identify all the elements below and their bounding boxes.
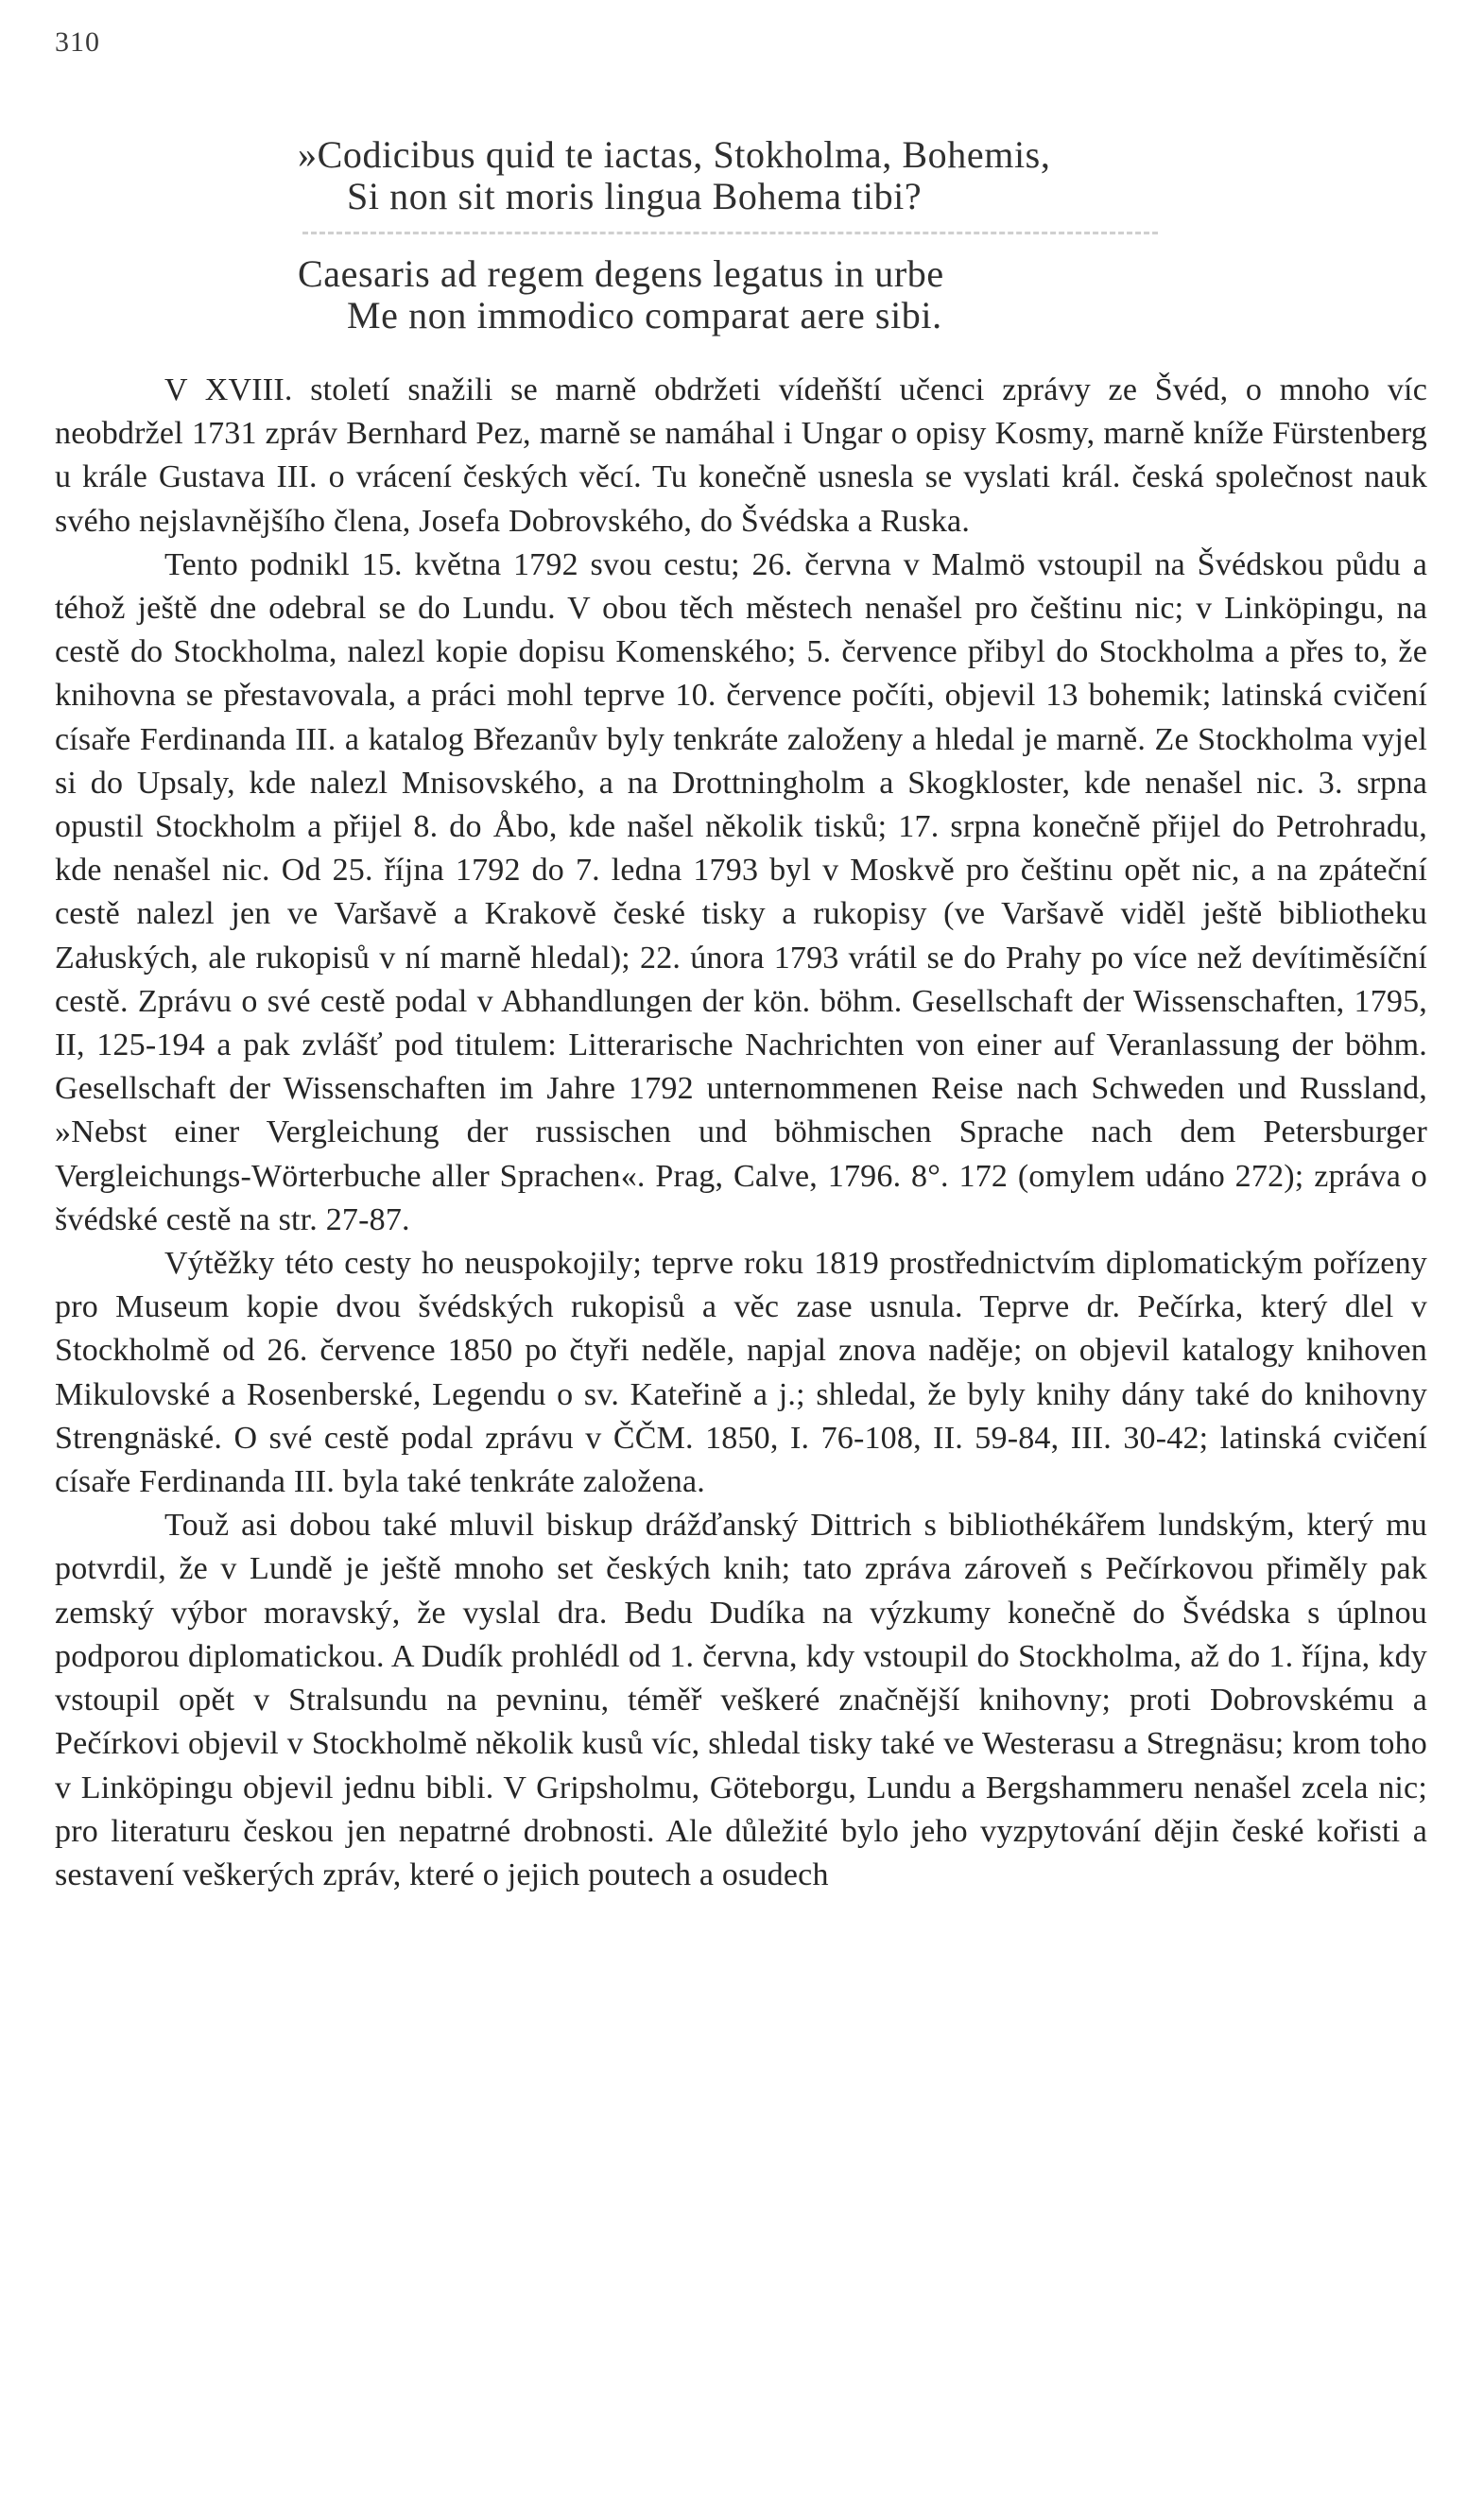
verse-line: Caesaris ad regem degens legatus in urbe — [298, 252, 944, 295]
paragraph-dobrovsky-intro: V XVIII. století snažili se marně obdržeti vídeňští učenci zprávy ze Švéd, o mnoho víc neobdržel 1731 zpráv Bernhard Pez, marně se namáhal i Ungar o opisy Kosmy, marně kníže Fürstenberg u krále Gustava III. o vrácení českých věcí. Tu konečně usnesla se vyslati král. česká společnost nauk svého nejslavnějšího člena, Josefa Dobrovského, do Švédska a Ruska. — [55, 372, 1427, 539]
page-number: 310 — [55, 26, 100, 58]
latin-verse-second-couplet — [298, 253, 1196, 337]
paragraph-dudik: Touž asi dobou také mluvil biskup drážďanský Dittrich s bibliothékářem lundským, který mu potvrdil, že v Lundě je ještě mnoho set českých knih; tato zpráva zároveň s Pečírkovou přiměly pak zemský výbor moravský, že vyslal dra. Bedu Dudíka na výzkumy konečně do Švédska s úplnou podporou diplomatickou. A Dudík prohlédl od 1. června, kdy vstoupil do Stockholma, až do 1. října, kdy vstoupil opět v Stralsundu na pevninu, téměř veškeré značnější knihovny; proti Dobrovskému a Pečírkovi objevil v Stockholmě několik kusů víc, shledal tisky také ve Westerasu a Stregnäsu; krom toho v Linköpingu objevil jednu bibli. V Gripsholmu, Göteborgu, Lundu a Bergshammeru nenašel zcela nic; pro literaturu českou jen nepatrné drobnosti. Ale důležité bylo jeho vyzpytování dějin české kořisti a sestavení veškerých zpráv, které o jejich poutech a osudech — [55, 1508, 1427, 1892]
verse-line: Si non sit moris lingua Bohema tibi? — [347, 175, 923, 217]
paragraph-dobrovsky-journey: Tento podnikl 15. května 1792 svou cestu; 26. června v Malmö vstoupil na Švédskou půdu a téhož ještě dne odebral se do Lundu. V obou těch městech nenašel pro češtinu nic; v Linköpingu, na cestě do Stockholma, nalezl kopie dopisu Komenského; 5. července přibyl do Stockholma a přes to, že knihovna se přestavovala, a práci mohl teprve 10. července počíti, objevil 13 bohemik; latinská cvičení císaře Ferdinanda III. a katalog Březanův byly tenkráte založeny a hledal je marně. Ze Stockholma vyjel si do Upsaly, kde nalezl Mnisovského, a na Drottningholm a Skogkloster, kde nenašel nic. 3. srpna opustil Stockholm a přijel 8. do Åbo, kde našel několik tisků; 17. srpna konečně přijel do Petrohradu, kde nenašel nic. Od 25. října 1792 do 7. ledna 1793 byl v Moskvě pro češtinu opět nic, a na zpáteční cestě nalezl jen ve Varšavě a Krakově české tisky a rukopisy (ve Varšavě viděl ještě bibliotheku Załuských, ale rukopisů v ní marně hledal); 22. února 1793 vrátil se do Prahy po více než devítiměsíční cestě. Zprávu o své cestě podal v Abhandlungen der kön. böhm. Gesellschaft der Wissenschaften, 1795, II, 125-194 a pak zvlášť pod titulem: Litterarische Nachrichten von einer auf Veranlassung der böhm. Gesellschaft der Wissenschaften im Jahre 1792 unternommenen Reise nach Schweden und Russland, »Nebst einer Vergleichung der russischen und böhmischen Sprache nach dem Petersburger Vergleichungs-Wörterbuche aller Sprachen«. Prag, Calve, 1796. 8°. 172 (omylem udáno 272); zpráva o švédské cestě na str. 27-87. — [55, 546, 1427, 1237]
paragraph-pecirka: Výtěžky této cesty ho neuspokojily; teprve roku 1819 prostřednictvím diplomatickým pořízeny pro Museum kopie dvou švédských rukopisů a věc zase usnula. Teprve dr. Pečírka, který dlel v Stockholmě od 26. července 1850 po čtyři neděle, napjal znova naděje; on objevil katalogy knihoven Mikulovské a Rosenberské, Legendu o sv. Kateřině a j.; shledal, že byly knihy dány také do knihovny Strengnäské. O své cestě podal zprávu v ČČM. 1850, I. 76-108, II. 59-84, III. 30-42; latinská cvičení císaře Ferdinanda III. byla také tenkráte založena. — [55, 1246, 1427, 1500]
verse-line: Me non immodico comparat aere sibi. — [347, 294, 942, 337]
latin-verse-first-couplet — [298, 134, 1196, 217]
verse-line: »Codicibus quid te iactas, Stokholma, Bohemis, — [298, 133, 1051, 176]
main-text-body — [55, 369, 1427, 1897]
verse-divider — [302, 232, 1158, 234]
